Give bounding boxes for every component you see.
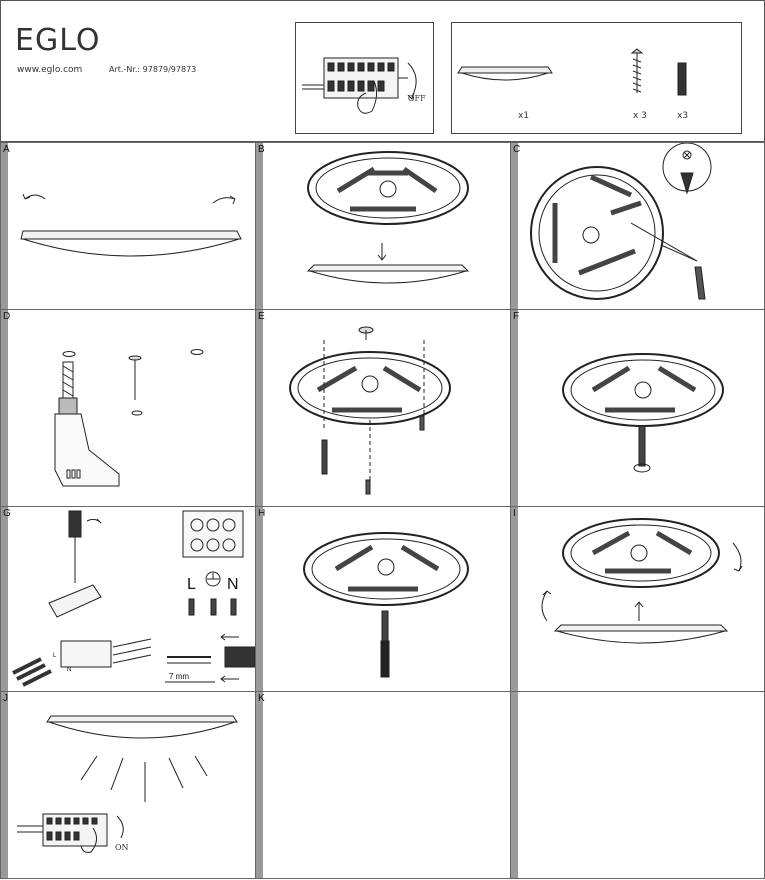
article-number: Art.-Nr.: 97879/97873 xyxy=(109,65,197,74)
panel-label: F xyxy=(513,311,520,322)
step-d-illustration xyxy=(1,310,257,508)
step-h-illustration xyxy=(256,507,512,693)
panel-label: J xyxy=(3,693,8,704)
panel-b xyxy=(255,142,511,310)
panel-c xyxy=(510,142,765,310)
step-e-illustration xyxy=(256,310,512,508)
switch-off-box xyxy=(295,22,434,134)
step-i-illustration xyxy=(511,507,765,693)
step-a-illustration xyxy=(1,143,257,311)
panel-i xyxy=(510,506,765,692)
switch-off-illustration xyxy=(296,23,435,135)
panel-bar xyxy=(256,692,263,878)
step-f-illustration xyxy=(511,310,765,508)
panel-label: C xyxy=(513,144,521,155)
parts-illustration xyxy=(452,23,743,135)
panel-label: A xyxy=(3,144,10,155)
brand-logo: EGLO xyxy=(15,23,101,58)
step-c-illustration xyxy=(511,143,765,311)
panel-label: B xyxy=(258,144,265,155)
panel-label: G xyxy=(3,508,11,519)
panel-j xyxy=(0,691,256,879)
panel-h xyxy=(255,506,511,692)
header xyxy=(0,0,765,142)
panel-label: D xyxy=(3,311,11,322)
panel-a xyxy=(0,142,256,310)
terminal-n-label: N xyxy=(227,576,239,593)
strip-length-label: 7 mm xyxy=(169,672,189,681)
step-b-illustration xyxy=(256,143,512,311)
panel-e xyxy=(255,309,511,507)
lamp-qty: x1 xyxy=(518,111,530,121)
panel-empty xyxy=(510,691,765,879)
dowel-qty: x3 xyxy=(677,111,689,121)
panel-label: I xyxy=(513,508,516,519)
panel-label: K xyxy=(258,693,265,704)
terminal-l-label: L xyxy=(187,576,196,593)
panel-k xyxy=(255,691,511,879)
on-label: ON xyxy=(115,843,129,852)
parts-box xyxy=(451,22,742,134)
step-j-illustration xyxy=(1,692,257,880)
panel-bar xyxy=(511,692,518,878)
panel-g xyxy=(0,506,256,692)
panel-label: H xyxy=(258,508,266,519)
mini-n-label: N xyxy=(67,667,72,673)
screw-icon xyxy=(632,49,642,93)
panel-d xyxy=(0,309,256,507)
panel-f xyxy=(510,309,765,507)
panel-label: E xyxy=(258,311,265,322)
dowel-icon xyxy=(678,63,686,95)
off-label: OFF xyxy=(408,94,426,103)
screw-qty: x 3 xyxy=(633,111,647,121)
mini-l-label: L xyxy=(53,653,57,659)
step-g-illustration xyxy=(1,507,257,693)
website-url: www.eglo.com xyxy=(17,65,83,75)
